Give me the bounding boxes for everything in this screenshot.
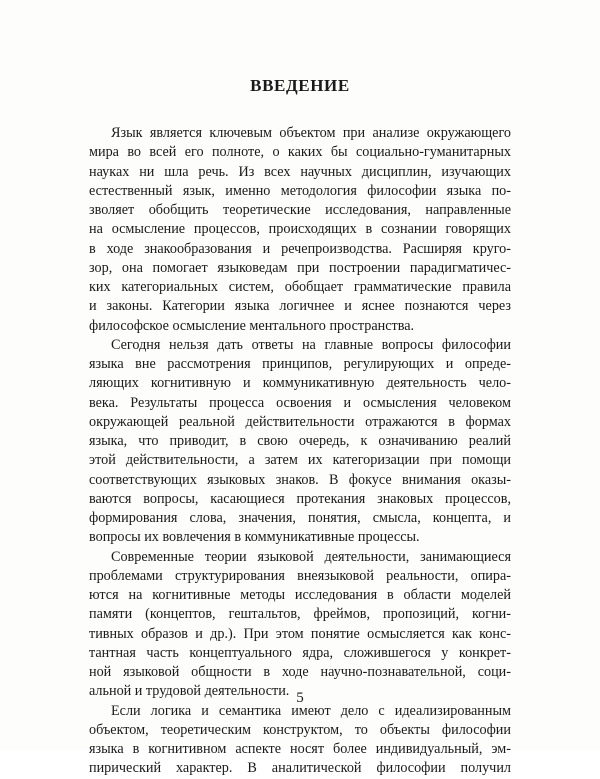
text-line: Если логика и семантика имеют дело с идеализированным bbox=[111, 702, 511, 719]
text-line: объектом, теоретическим конструктом, то объекты философии bbox=[89, 721, 511, 738]
text-line: ких категориальных систем, обобщает грамматические правила bbox=[89, 279, 511, 295]
text-line: формирования слова, значения, понятия, смысла, концепта, и bbox=[89, 510, 511, 526]
text-line: естественный язык, именно методология философии языка по- bbox=[89, 182, 511, 199]
text-line: вопросы их вовлечения в коммуникативные процессы. bbox=[89, 529, 420, 546]
text-line: мира во всей его полноте, о каких бы социально-гуманитарных bbox=[89, 144, 511, 161]
text-line: пирический характер. В аналитической философии получил bbox=[89, 760, 511, 777]
text-line: века. Результаты процесса освоения и осмысления человеком bbox=[89, 394, 511, 411]
text-line: Сегодня нельзя дать ответы на главные вопросы философии bbox=[111, 336, 511, 353]
text-line: Язык является ключевым объектом при анализе окружающего bbox=[111, 125, 511, 141]
text-line: ляющих когнитивную и коммуникативную деятельность чело- bbox=[89, 375, 511, 392]
page-number: 5 bbox=[296, 690, 304, 706]
body-text bbox=[89, 124, 511, 779]
text-line: зор, она помогает языковедам при построении парадигматичес- bbox=[89, 259, 511, 276]
text-line: науках ни шла речь. Из всех научных дисциплин, изучающих bbox=[89, 163, 511, 180]
text-line: зволяет обобщить теоретические исследования, направленные bbox=[89, 202, 511, 218]
text-line: соответствующих языковых знаков. В фокусе внимания оказы- bbox=[89, 471, 511, 488]
text-line: языка в когнитивном аспекте носят более индивидуальный, эм- bbox=[89, 741, 511, 757]
text-line: философское осмысление ментального пространства. bbox=[89, 317, 415, 334]
text-line: памяти (концептов, гештальтов, фреймов, пропозиций, когни- bbox=[89, 606, 511, 623]
text-line: языка, что приводит, в свою очередь, к означиванию реалий bbox=[89, 433, 511, 449]
chapter-title: ВВЕДЕНИЕ bbox=[250, 76, 350, 95]
text-line: этой действительности, а затем их категоризации при помощи bbox=[89, 452, 511, 469]
text-line: ной языковой общности в ходе научно-познавательной, соци- bbox=[89, 664, 511, 680]
text-line: Современные теории языковой деятельности, занимающиеся bbox=[111, 548, 511, 565]
text-line: в ходе знакообразования и речепроизводства. Расширяя круго- bbox=[89, 240, 511, 257]
text-line: тивных образов и др.). При этом понятие осмысляется как конс- bbox=[89, 625, 511, 642]
text-line: на осмысление процессов, происходящих в сознании говорящих bbox=[89, 221, 511, 238]
text-line: языка вне рассмотрения принципов, регулирующих и опреде- bbox=[89, 356, 511, 372]
text-line: ются на когнитивные методы исследования в области моделей bbox=[89, 587, 511, 603]
text-line: проблемами структурирования внеязыковой реальности, опира- bbox=[89, 567, 511, 584]
text-line: и законы. Категории языка логичнее и яснее познаются через bbox=[89, 298, 511, 315]
text-line: тантная часть концептуального ядра, сложившегося у конкрет- bbox=[89, 644, 511, 661]
text-line: ваются вопросы, касающиеся протекания знаковых процессов, bbox=[89, 490, 511, 507]
text-line: альной и трудовой деятельности. bbox=[89, 683, 290, 700]
text-line: окружающей реальной действительности отражаются в формах bbox=[89, 413, 511, 430]
